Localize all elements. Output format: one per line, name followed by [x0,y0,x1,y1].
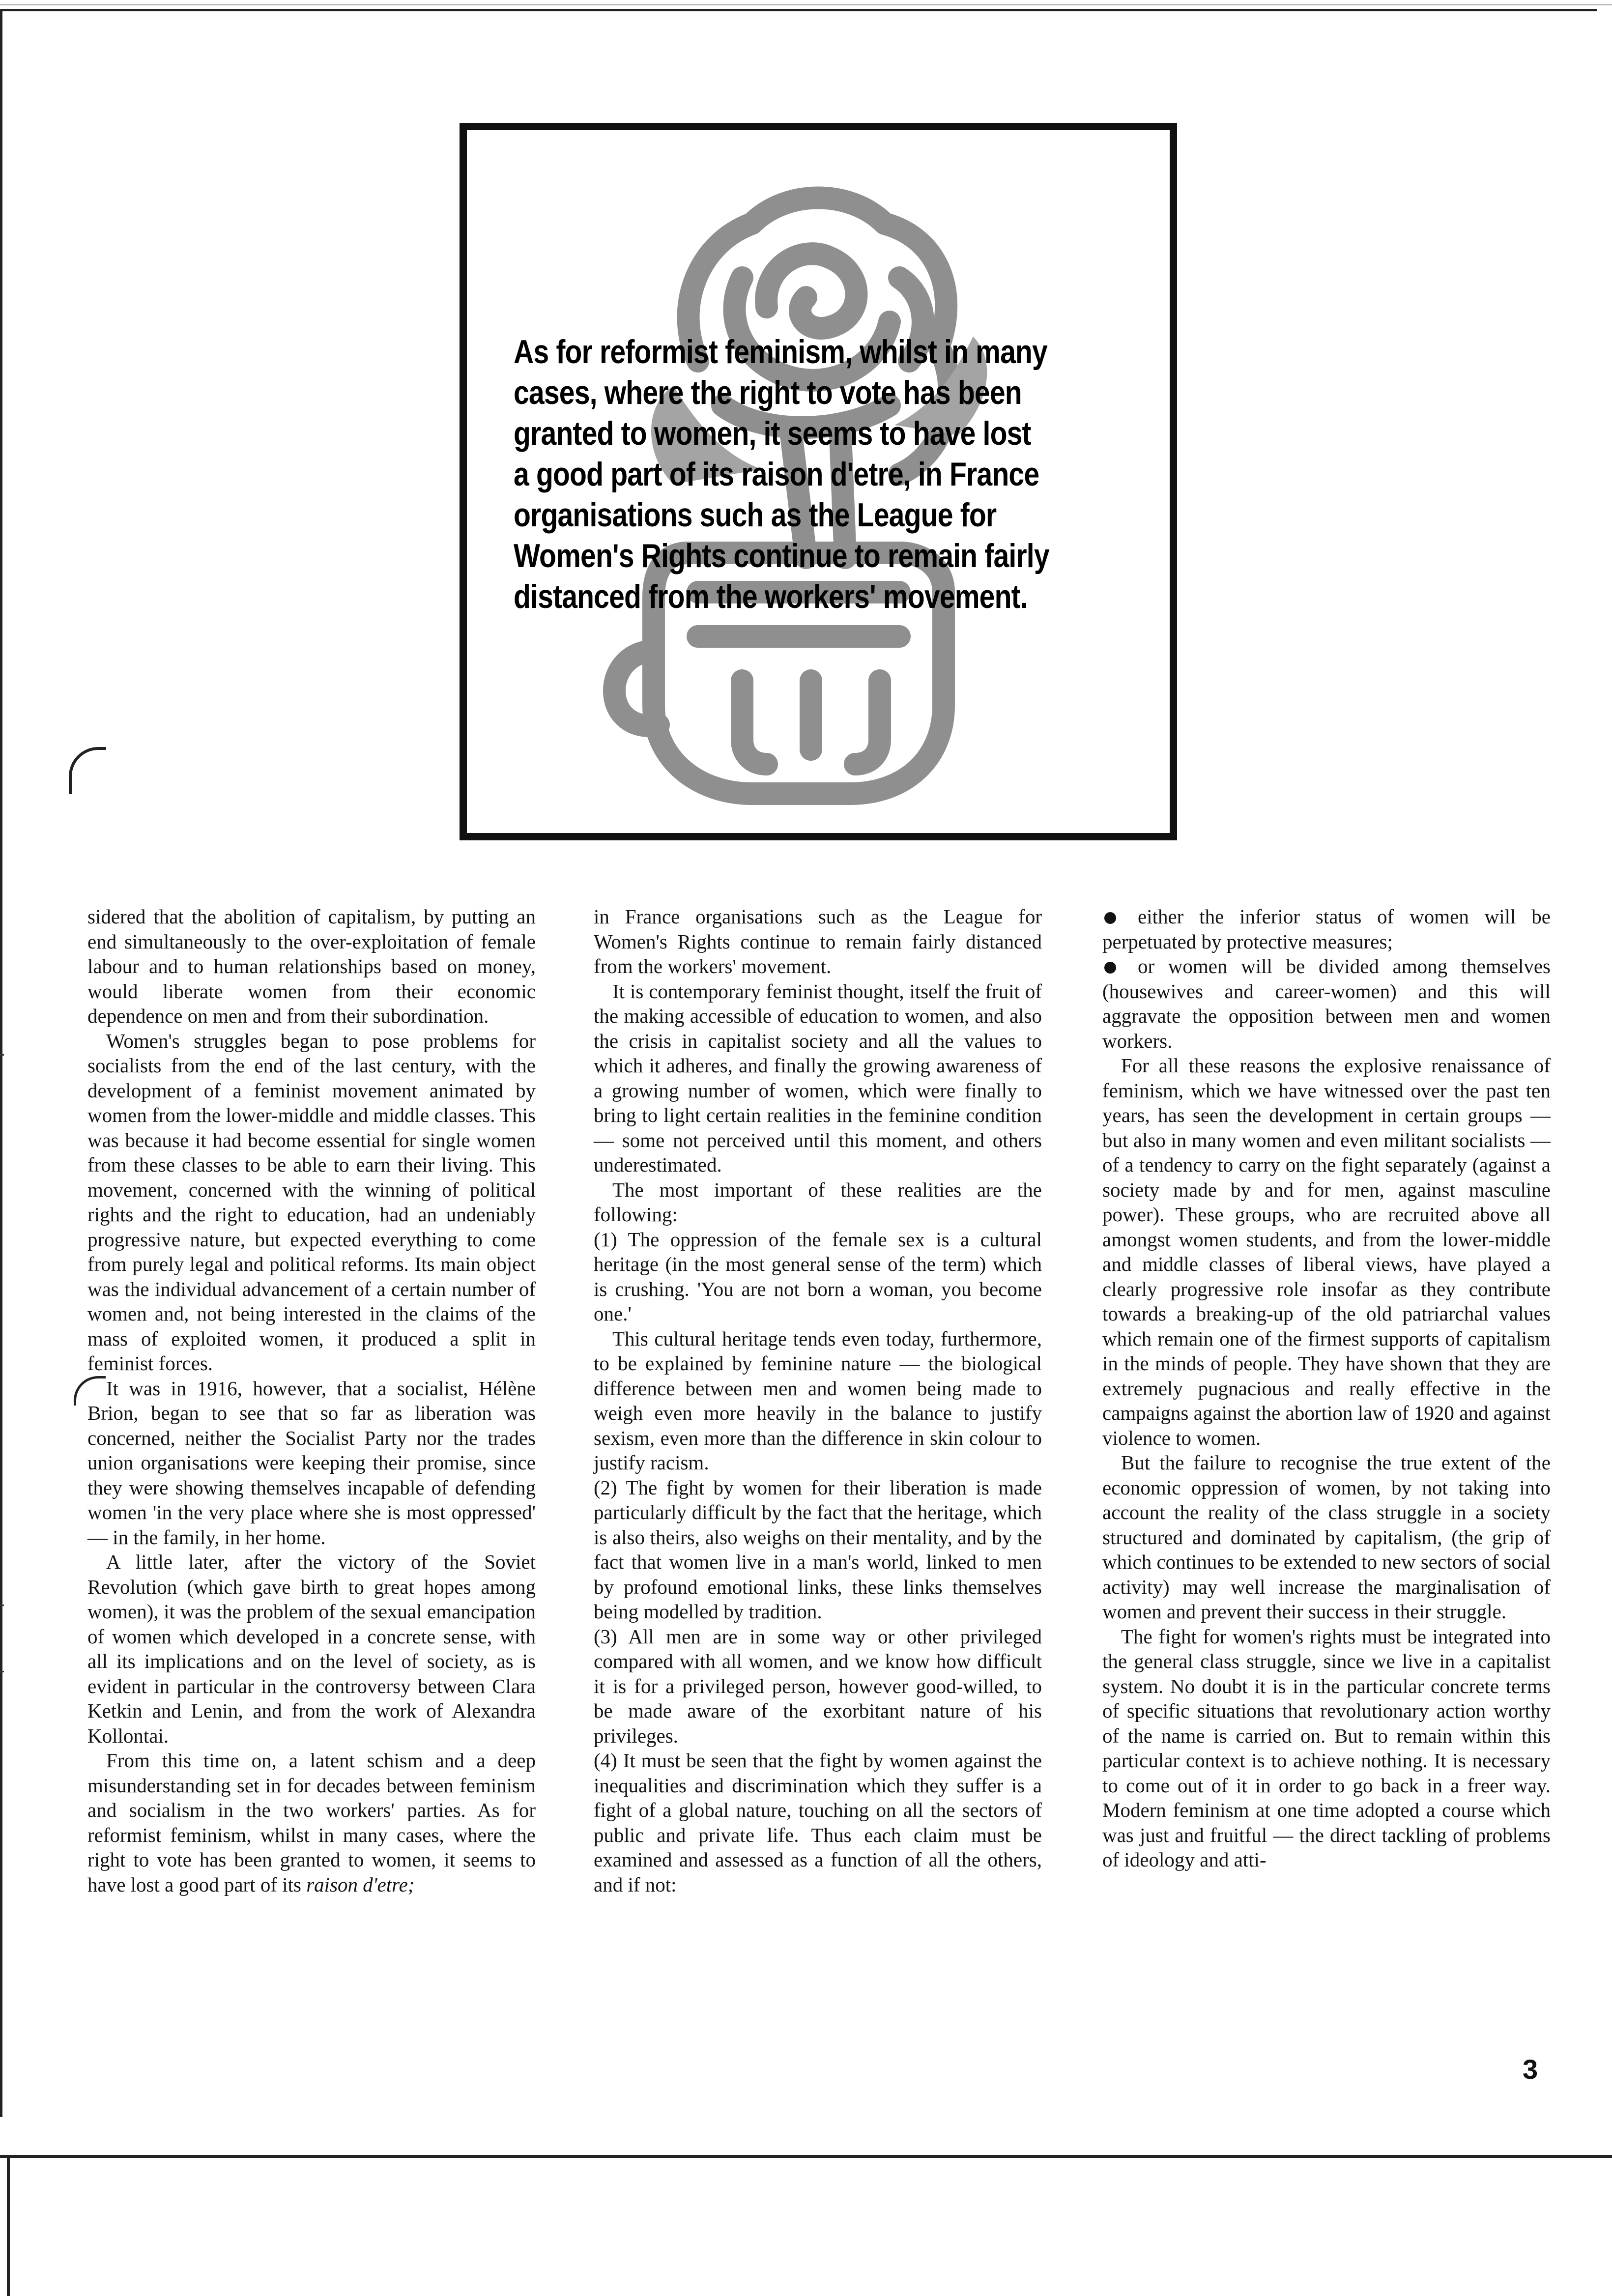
bullet-item [1102,954,1551,1053]
bullet-text: either the inferior status of women will be perpetuated by protective measures; [1102,905,1551,953]
paragraph: The fight for women's rights must be integrated into the general class struggle, since we live in a capitalist system. No doubt it is in the particular concrete terms of specific situations that revolutionary action worthy of the name is carried on. But to remain within this particular context is to achieve nothing. It is necessary to come out of it in order to go back in a freer way. Modern feminism at one time adopted a course which was just and fruitful — the direct tackling of problems of ideology and atti- [1102,1625,1551,1871]
numbered-item: (1) The oppression of the female sex is a cultural heritage (in the most general sense of the term) which is crushing. 'You are not born a woman, you become one.' [594,1228,1042,1325]
article-column-3 [1102,904,1551,1872]
margin-tick [0,1671,4,1672]
numbered-item: (3) All men are in some way or other privileged compared with all women, and we know how difficult it is for a privileged person, however good-willed, to be made aware of the exorbitant nature of his privileges. [594,1625,1042,1747]
page-number: 3 [1523,2054,1538,2085]
paragraph: For all these reasons the explosive renaissance of feminism, which we have witnessed over the past ten years, has seen the development in certain groups — but also in many women and even militant socialists — of a tendency to carry on the fight separately (against a society made by and for men, against masculine power). These groups, who are recruited above all amongst women students, and from the lower-middle and middle classes of liberal views, have played a clearly progressive role insofar as they contribute towards a breaking-up of the old patriarchal values which remain one of the firmest supports of capitalism in the minds of people. They have shown that they are extremely pugnacious and really effective in the campaigns against the abortion law of 1920 and against violence to women. [1102,1054,1551,1449]
paragraph: It was in 1916, however, that a socialist, Hélène Brion, began to see that so far as liberation was concerned, neither the Socialist Party nor the trades union organisations were keeping their promise, since they were showing themselves incapable of defending women 'in the very place where she is most oppressed' — in the family, in her home. [87,1377,536,1549]
pull-quote-line: As for reformist feminism, whilst in many [514,333,1047,371]
pull-quote-box [460,123,1177,840]
scan-edge-top [0,4,1612,5]
bullet-icon [1104,962,1116,974]
paragraph [87,1748,536,1897]
paragraph: A little later, after the victory of the Soviet Revolution (which gave birth to great hopes among women), it was the problem of the sexual emancipation of women which developed in a concrete sense, with all its implications and on the level of society, as is evident in particular in the controversy between Clara Ketkin and Lenin, and from the work of Alexandra Kollontai. [87,1550,536,1747]
paragraph: Women's struggles began to pose problems for socialists from the end of the last century, with the development of a feminist movement animated by women from the lower-middle and middle classes. This was because it had become essential for single women from these classes to be able to earn their living. This movement, concerned with the winning of political rights and the right to education, had an undeniably progressive nature, but expected everything to come from purely legal and political reforms. Its main object was the individual advancement of a certain number of women and, not being interested in the claims of the mass of exploited women, it produced a split in feminist forces. [87,1029,536,1375]
pull-quote-line: granted to women, it seems to have lost [514,415,1031,452]
margin-tick [0,1605,4,1606]
pull-quote-text [514,332,1150,617]
bullet-icon [1104,912,1116,924]
numbered-item: (2) The fight by women for their liberation is made particularly difficult by the fact that the heritage, which is also theirs, also weighs on their mentality, and by the fact that women live in a man's world, linked to men by profound emotional links, these links themselves being modelled by tradition. [594,1476,1042,1623]
paragraph: But the failure to recognise the true extent of the economic oppression of women, by not taking into account the reality of the class struggle in a society structured and dominated by capitalism, (the grip of which continues to be extended to new sectors of social activity) may well increase the marginalisation of women and prevent their success in their struggle. [1102,1451,1551,1623]
bottom-rule [0,2155,1612,2158]
italic-phrase: raison d'etre; [306,1873,415,1896]
paragraph-text: From this time on, a latent schism and a deep misunderstanding set in for decades between feminism and socialism in the two workers' parties. As for reformist feminism, whilst in many cases, where the right to vote has been granted to women, it seems to have lost a good part of its [87,1749,536,1896]
paragraph: in France organisations such as the League for Women's Rights continue to remain fairly distanced from the workers' movement. [594,905,1042,977]
paragraph: It is contemporary feminist thought, itself the fruit of the making accessible of education to women, and also the crisis in capitalist society and all the values to which it adheres, and finally the growing awareness of a growing number of women, which were finally to bring to light certain realities in the feminine condition — some not perceived until this moment, and others underestimated. [594,979,1042,1176]
article-column-1 [87,904,536,1897]
paragraph: This cultural heritage tends even today, furthermore, to be explained by feminine nature — the biological difference between men and women being made to weigh even more heavily in the balance to justify sexism, even more than the difference in skin colour to justify racism. [594,1327,1042,1474]
numbered-item: (4) It must be seen that the fight by women against the inequalities and discrimination which they suffer is a fight of a global nature, touching on all the sectors of public and private life. Thus each claim must be examined and assessed as a function of all the others, and if not: [594,1749,1042,1896]
pull-quote-line: organisations such as the League for [514,496,997,534]
margin-tick [0,1054,4,1056]
article-column-2 [594,904,1042,1897]
pull-quote-line: cases, where the right to vote has been [514,374,1022,411]
pull-quote-line: distanced from the workers' movement. [514,578,1028,615]
paragraph: The most important of these realities are the following: [594,1178,1042,1226]
bullet-item [1102,904,1551,954]
pull-quote-line: Women's Rights continue to remain fairly [514,537,1049,574]
paragraph: sidered that the abolition of capitalism, by putting an end simultaneously to the over-exploitation of female labour and to human relationships based on money, would liberate women from their economic dependence on men and from their subordination. [87,905,536,1027]
bottom-left-rule [7,2155,10,2296]
bullet-text: or women will be divided among themselves (housewives and career-women) and this will aggravate the opposition between men and women workers. [1102,955,1551,1052]
pull-quote-line: a good part of its raison d'etre, in France [514,456,1039,493]
